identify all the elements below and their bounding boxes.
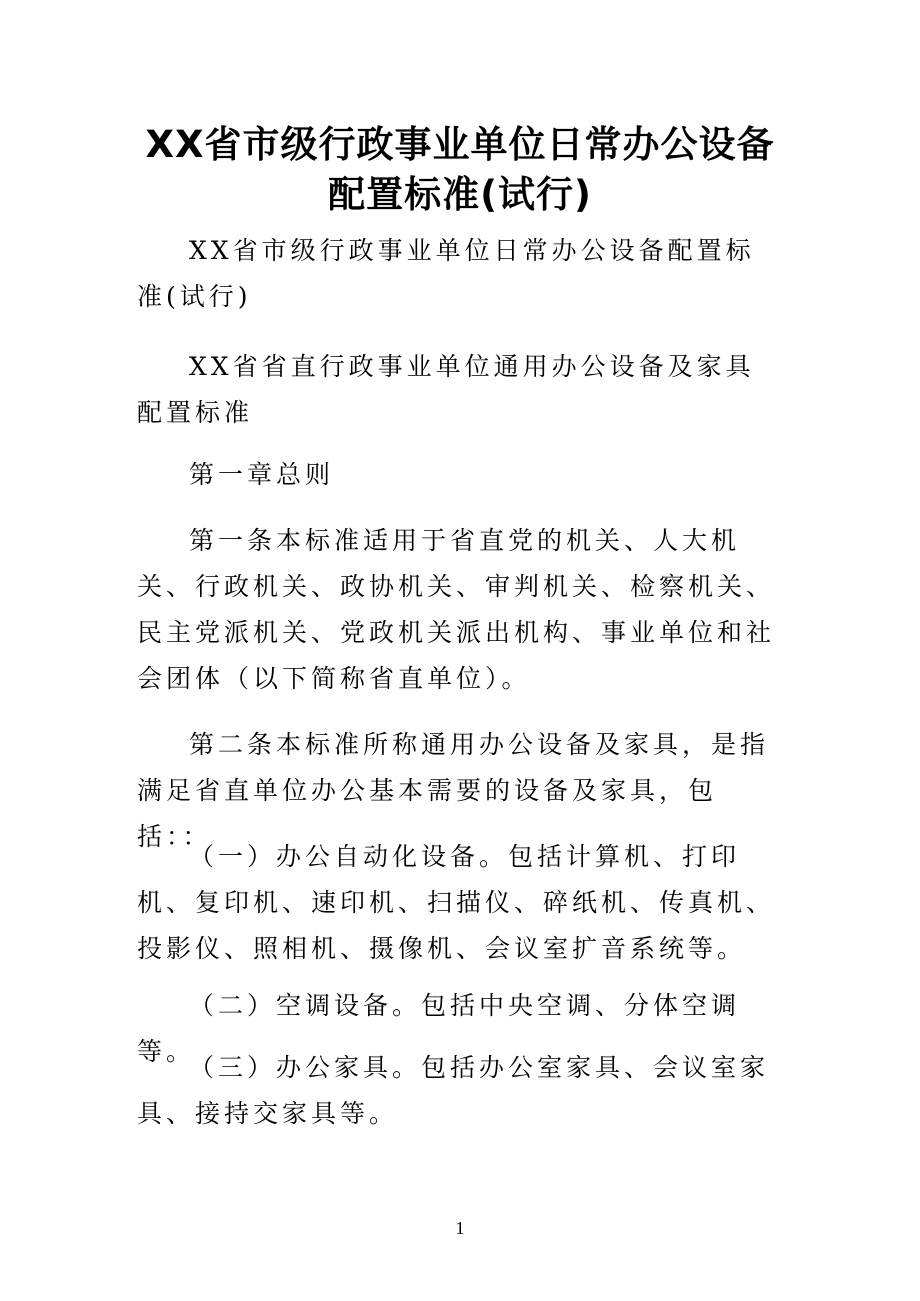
document-subtitle: XX省市级行政事业单位日常办公设备配置标准(试行) — [137, 236, 755, 311]
article-1: 第一条本标准适用于省直党的机关、人大机关、行政机关、政协机关、审判机关、检察机关、民主党派机关、党政机关派出机构、事业单位和社会团体（以下简称省直单位）。 — [137, 526, 776, 693]
document-title: XX省市级行政事业单位日常办公设备配置标准(试行) — [145, 123, 775, 216]
item-3-office-furniture: （三）办公家具。包括办公室家具、会议室家具、接持交家具等。 — [137, 1053, 770, 1128]
page-number: 1 — [455, 1218, 465, 1238]
article-2: 第二条本标准所称通用办公设备及家具，是指满足省直单位办公基本需要的设备及家具，包括：： — [137, 730, 770, 851]
item-1-office-automation: （一）办公自动化设备。包括计算机、打印机、复印机、速印机、扫描仪、碎纸机、传真机、投影仪、照相机、摄像机、会议室扩音系统等。 — [137, 842, 776, 963]
item-2-air-conditioning: （二）空调设备。包括中央空调、分体空调等。 — [137, 991, 741, 1066]
chapter-heading: 第一章总则 — [189, 460, 335, 489]
paragraph-standard-name: XX省省直行政事业单位通用办公设备及家具配置标准 — [137, 352, 755, 427]
